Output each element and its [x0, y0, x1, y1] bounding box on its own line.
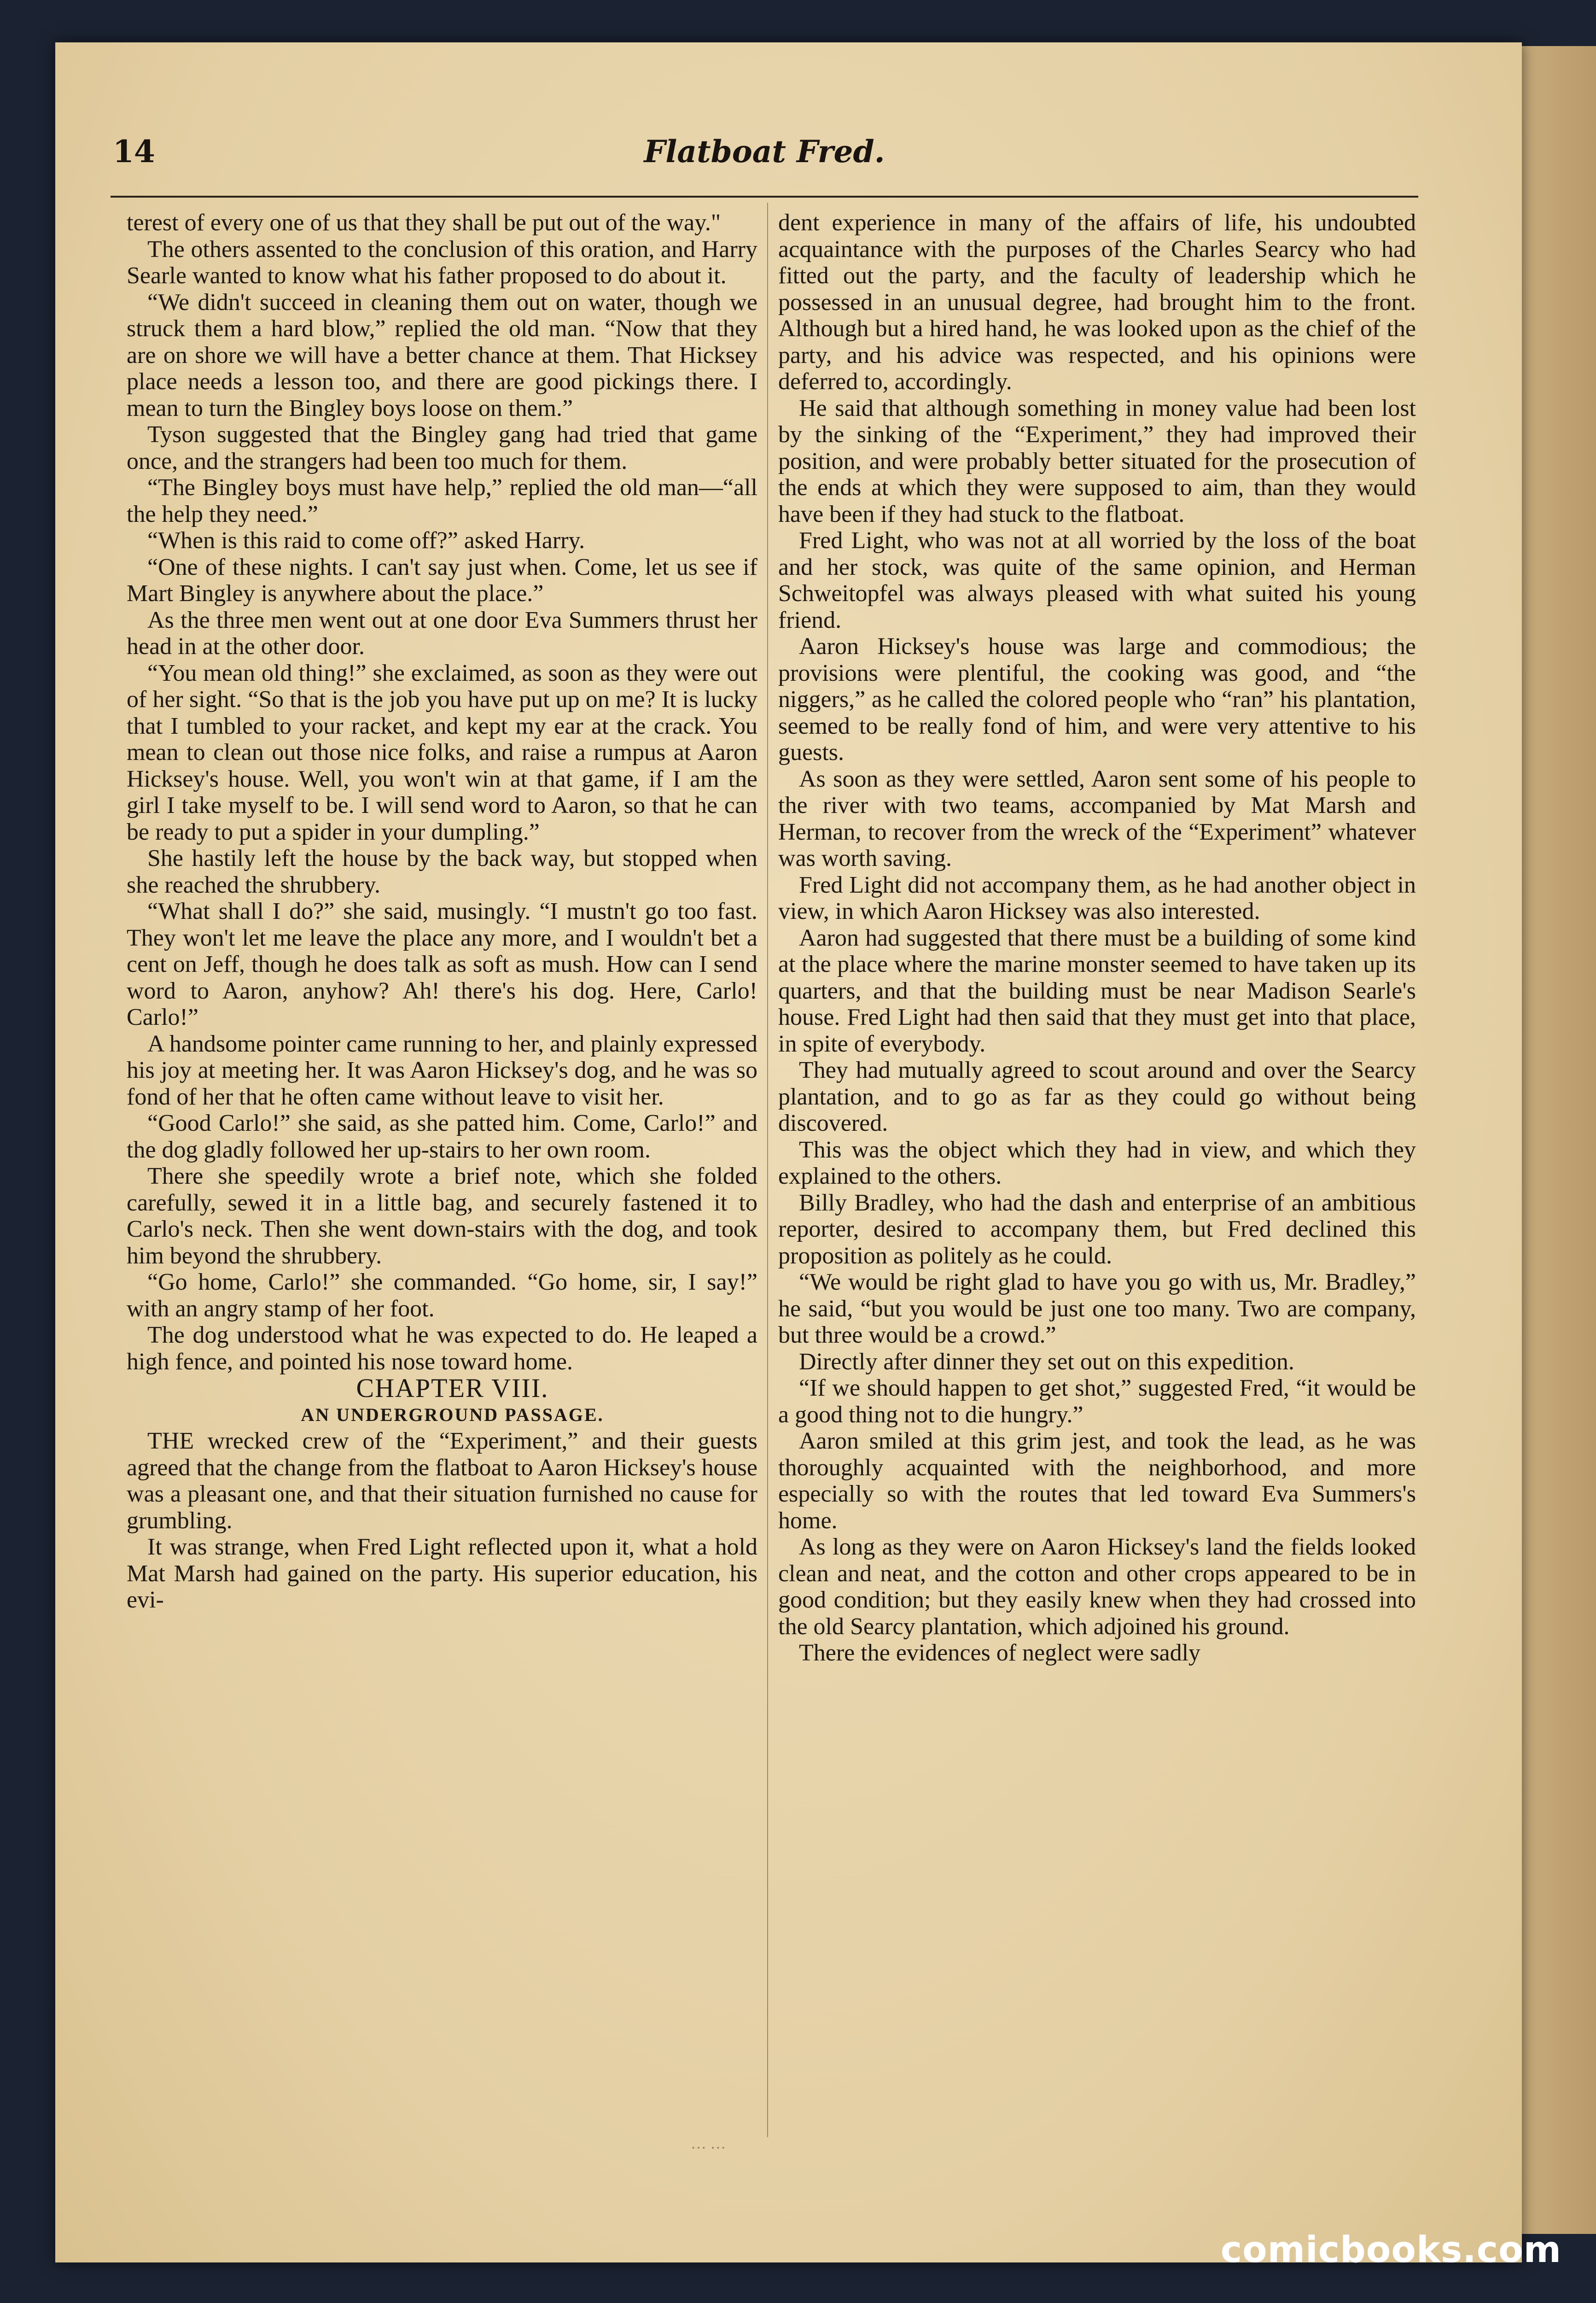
next-page-edge: [1520, 46, 1596, 2234]
paragraph: Aaron smiled at this grim jest, and took the lead, as he was thoroughly acquainted with the neighborhood, and more especially so with the routes that led toward Eva Summers's home.: [778, 1428, 1416, 1534]
page-number: 14: [113, 134, 155, 170]
paragraph: Tyson suggested that the Bingley gang had tried that game once, and the strangers had been too much for them.: [127, 421, 757, 474]
paragraph: “The Bingley boys must have help,” replied the old man—“all the help they need.”: [127, 474, 757, 527]
paragraph: It was strange, when Fred Light reflected upon it, what a hold Mat Marsh had gained on the party. His superior education, his evi-: [127, 1534, 757, 1613]
paragraph: “Good Carlo!” she said, as she patted him. Come, Carlo!” and the dog gladly followed her up-stairs to her own room.: [127, 1110, 757, 1163]
page-header: [113, 134, 1416, 184]
chapter-subtitle: AN UNDERGROUND PASSAGE.: [301, 1404, 604, 1425]
paragraph: He said that although something in money value had been lost by the sinking of the “Experiment,” they had improved their position, and were probably better situated for the prosecution of the ends at which they were supposed to aim, than they would have been if they had stuck to the flatboat.: [778, 395, 1416, 527]
paragraph: The dog understood what he was expected to do. He leaped a high fence, and pointed his nose toward home.: [127, 1322, 757, 1375]
paragraph: “When is this raid to come off?” asked Harry.: [147, 527, 585, 554]
paragraph: “We would be right glad to have you go with us, Mr. Bradley,” he said, “but you would be just one too many. Two are company, but three would be a crowd.”: [778, 1269, 1416, 1348]
left-column: [127, 210, 757, 1613]
paragraph: There the evidences of neglect were sadly: [799, 1640, 1201, 1666]
right-column: [778, 210, 1416, 1666]
running-title: Flatboat Fred.: [644, 134, 885, 170]
printer-mark: ··· ···: [691, 2139, 726, 2157]
paragraph: Aaron had suggested that there must be a building of some kind at the place where the marine monster seemed to have taken up its quarters, and that the building must be near Madison Searle's house. Fred Light had then said that they must get into that place, in spite of everybody.: [778, 924, 1416, 1057]
paragraph: dent experience in many of the affairs of life, his undoubted acquaintance with the purposes of the Charles Searcy who had fitted out the party, and the faculty of leadership which he possessed in an unusual degree, had brought him to the front. Although but a hired hand, he was looked upon as the chief of the party, and his advice was respected, and his opinions were deferred to, accordingly.: [778, 210, 1416, 395]
paragraph: THE wrecked crew of the “Experiment,” and their guests agreed that the change from the flatboat to Aaron Hicksey's house was a pleasant one, and that their situation furnished no cause for grumbling.: [127, 1428, 757, 1534]
paragraph: Fred Light did not accompany them, as he had another object in view, in which Aaron Hicksey was also interested.: [778, 871, 1416, 924]
header-rule: [111, 196, 1418, 198]
paragraph: They had mutually agreed to scout around and over the Searcy plantation, and to go as far as they could go without being discovered.: [778, 1057, 1416, 1136]
paragraph: “One of these nights. I can't say just when. Come, let us see if Mart Bingley is anywhere about the place.”: [127, 554, 757, 607]
paragraph: A handsome pointer came running to her, and plainly expressed his joy at meeting her. It was Aaron Hicksey's dog, and he was so fond of her that he often came without leave to visit her.: [127, 1030, 757, 1110]
paragraph: Billy Bradley, who had the dash and enterprise of an ambitious reporter, desired to accompany them, but Fred declined this proposition as politely as he could.: [778, 1189, 1416, 1269]
chapter-title: CHAPTER VIII.: [356, 1373, 549, 1403]
paragraph: As long as they were on Aaron Hicksey's land the fields looked clean and neat, and the cotton and other crops appeared to be in good condition; but they easily knew when they had crossed into the old Searcy plantation, which adjoined his ground.: [778, 1534, 1416, 1640]
paragraph: As the three men went out at one door Eva Summers thrust her head in at the other door.: [127, 607, 757, 660]
site-watermark: comicbooks.com: [1220, 2229, 1561, 2271]
paragraph: Directly after dinner they set out on this expedition.: [799, 1348, 1294, 1375]
paragraph: “What shall I do?” she said, musingly. “I mustn't go too fast. They won't let me leave the place any more, and I wouldn't bet a cent on Jeff, though he does talk as soft as mush. How can I send word to Aaron, anyhow? Ah! there's his dog. Here, Carlo! Carlo!”: [127, 898, 757, 1030]
column-divider: [767, 203, 768, 2137]
paragraph: As soon as they were settled, Aaron sent some of his people to the river with two teams, accompanied by Mat Marsh and Herman, to recover from the wreck of the “Experiment” whatever was worth saving.: [778, 766, 1416, 871]
paragraph: terest of every one of us that they shall be put out of the way.": [127, 210, 721, 236]
paragraph: Fred Light, who was not at all worried by the loss of the boat and her stock, was quite of the same opinion, and Herman Schweitopfel was always pleased with what suited his young friend.: [778, 527, 1416, 633]
right-column-text: [778, 210, 1416, 1666]
paragraph: “Go home, Carlo!” she commanded. “Go home, sir, I say!” with an angry stamp of her foot.: [127, 1269, 757, 1322]
paragraph: “We didn't succeed in cleaning them out on water, though we struck them a hard blow,” replied the old man. “Now that they are on shore we will have a better chance at them. That Hicksey place needs a lesson too, and there are good pickings there. I mean to turn the Bingley boys loose on them.”: [127, 289, 757, 421]
paragraph: This was the object which they had in view, and which they explained to the others.: [778, 1136, 1416, 1189]
paragraph: She hastily left the house by the back way, but stopped when she reached the shrubbery.: [127, 845, 757, 898]
left-column-text: [127, 210, 757, 1375]
paragraph: The others assented to the conclusion of this oration, and Harry Searle wanted to know what his father proposed to do about it.: [127, 236, 757, 289]
paragraph: Aaron Hicksey's house was large and commodious; the provisions were plentiful, the cooking was good, and “the niggers,” as he called the colored people who “ran” his plantation, seemed to be really fond of him, and were very attentive to his guests.: [778, 633, 1416, 766]
chapter-text: [127, 1428, 757, 1613]
paragraph: There she speedily wrote a brief note, which she folded carefully, sewed it in a little bag, and securely fastened it to Carlo's neck. Then she went down-stairs with the dog, and took him beyond the shrubbery.: [127, 1163, 757, 1269]
paragraph: “If we should happen to get shot,” suggested Fred, “it would be a good thing not to die hungry.”: [778, 1375, 1416, 1428]
paragraph: “You mean old thing!” she exclaimed, as soon as they were out of her sight. “So that is the job you have put up on me? It is lucky that I tumbled to your racket, and kept my ear at the crack. You mean to clean out those nice folks, and raise a rumpus at Aaron Hicksey's house. Well, you won't win at that game, if I am the girl I take myself to be. I will send word to Aaron, so that he can be ready to put a spider in your dumpling.”: [127, 660, 757, 845]
